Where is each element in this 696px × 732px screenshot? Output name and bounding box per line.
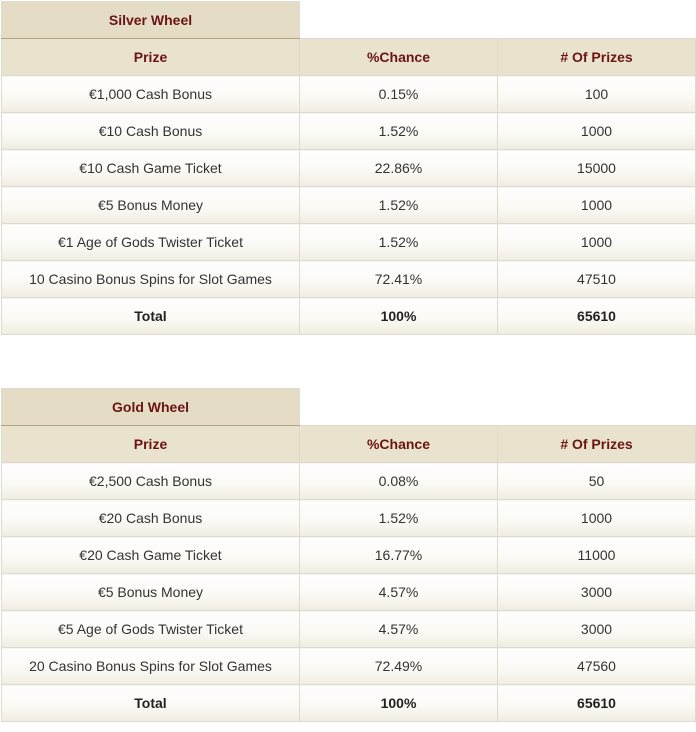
- count-cell: 1000: [498, 500, 696, 537]
- chance-cell: 4.57%: [300, 574, 498, 611]
- total-row: [2, 685, 696, 722]
- prize-cell: €10 Cash Bonus: [2, 113, 300, 150]
- count-cell: 3000: [498, 611, 696, 648]
- table-row: [2, 224, 696, 261]
- chance-cell: 4.57%: [300, 611, 498, 648]
- table-row: [2, 537, 696, 574]
- total-row: [2, 298, 696, 335]
- prize-cell: €5 Bonus Money: [2, 574, 300, 611]
- chance-cell: 1.52%: [300, 113, 498, 150]
- title-spacer: [300, 389, 696, 426]
- column-header-prize: Prize: [2, 426, 300, 463]
- column-header-chance: %Chance: [300, 426, 498, 463]
- count-cell: 3000: [498, 574, 696, 611]
- count-cell: 1000: [498, 113, 696, 150]
- total-chance: 100%: [300, 298, 498, 335]
- table-row: [2, 574, 696, 611]
- chance-cell: 72.41%: [300, 261, 498, 298]
- total-label: Total: [2, 298, 300, 335]
- table-row: [2, 648, 696, 685]
- table-row: [2, 500, 696, 537]
- chance-cell: 0.15%: [300, 76, 498, 113]
- prize-cell: €5 Age of Gods Twister Ticket: [2, 611, 300, 648]
- table-header-row: [2, 39, 696, 76]
- prize-cell: 20 Casino Bonus Spins for Slot Games: [2, 648, 300, 685]
- count-cell: 47560: [498, 648, 696, 685]
- table-row: [2, 113, 696, 150]
- column-header-prize: Prize: [2, 39, 300, 76]
- prize-cell: €20 Cash Bonus: [2, 500, 300, 537]
- count-cell: 15000: [498, 150, 696, 187]
- table-row: [2, 261, 696, 298]
- table-header-row: [2, 426, 696, 463]
- total-chance: 100%: [300, 685, 498, 722]
- total-count: 65610: [498, 685, 696, 722]
- table-title: Silver Wheel: [2, 2, 300, 39]
- title-spacer: [300, 2, 696, 39]
- count-cell: 47510: [498, 261, 696, 298]
- table-title-row: [2, 389, 696, 426]
- silver-wheel-table: [1, 1, 696, 335]
- prize-cell: €10 Cash Game Ticket: [2, 150, 300, 187]
- table-row: [2, 463, 696, 500]
- gold-wheel-table: [1, 388, 696, 722]
- prize-cell: 10 Casino Bonus Spins for Slot Games: [2, 261, 300, 298]
- chance-cell: 16.77%: [300, 537, 498, 574]
- table-row: [2, 187, 696, 224]
- prize-cell: €20 Cash Game Ticket: [2, 537, 300, 574]
- table-row: [2, 611, 696, 648]
- count-cell: 100: [498, 76, 696, 113]
- chance-cell: 1.52%: [300, 500, 498, 537]
- chance-cell: 22.86%: [300, 150, 498, 187]
- chance-cell: 1.52%: [300, 224, 498, 261]
- table-title: Gold Wheel: [2, 389, 300, 426]
- prize-cell: €5 Bonus Money: [2, 187, 300, 224]
- prize-cell: €1,000 Cash Bonus: [2, 76, 300, 113]
- column-header-count: # Of Prizes: [498, 426, 696, 463]
- column-header-count: # Of Prizes: [498, 39, 696, 76]
- chance-cell: 1.52%: [300, 187, 498, 224]
- count-cell: 1000: [498, 224, 696, 261]
- count-cell: 11000: [498, 537, 696, 574]
- prize-cell: €1 Age of Gods Twister Ticket: [2, 224, 300, 261]
- table-row: [2, 150, 696, 187]
- chance-cell: 72.49%: [300, 648, 498, 685]
- prize-cell: €2,500 Cash Bonus: [2, 463, 300, 500]
- total-label: Total: [2, 685, 300, 722]
- table-row: [2, 76, 696, 113]
- column-header-chance: %Chance: [300, 39, 498, 76]
- chance-cell: 0.08%: [300, 463, 498, 500]
- count-cell: 50: [498, 463, 696, 500]
- table-title-row: [2, 2, 696, 39]
- count-cell: 1000: [498, 187, 696, 224]
- total-count: 65610: [498, 298, 696, 335]
